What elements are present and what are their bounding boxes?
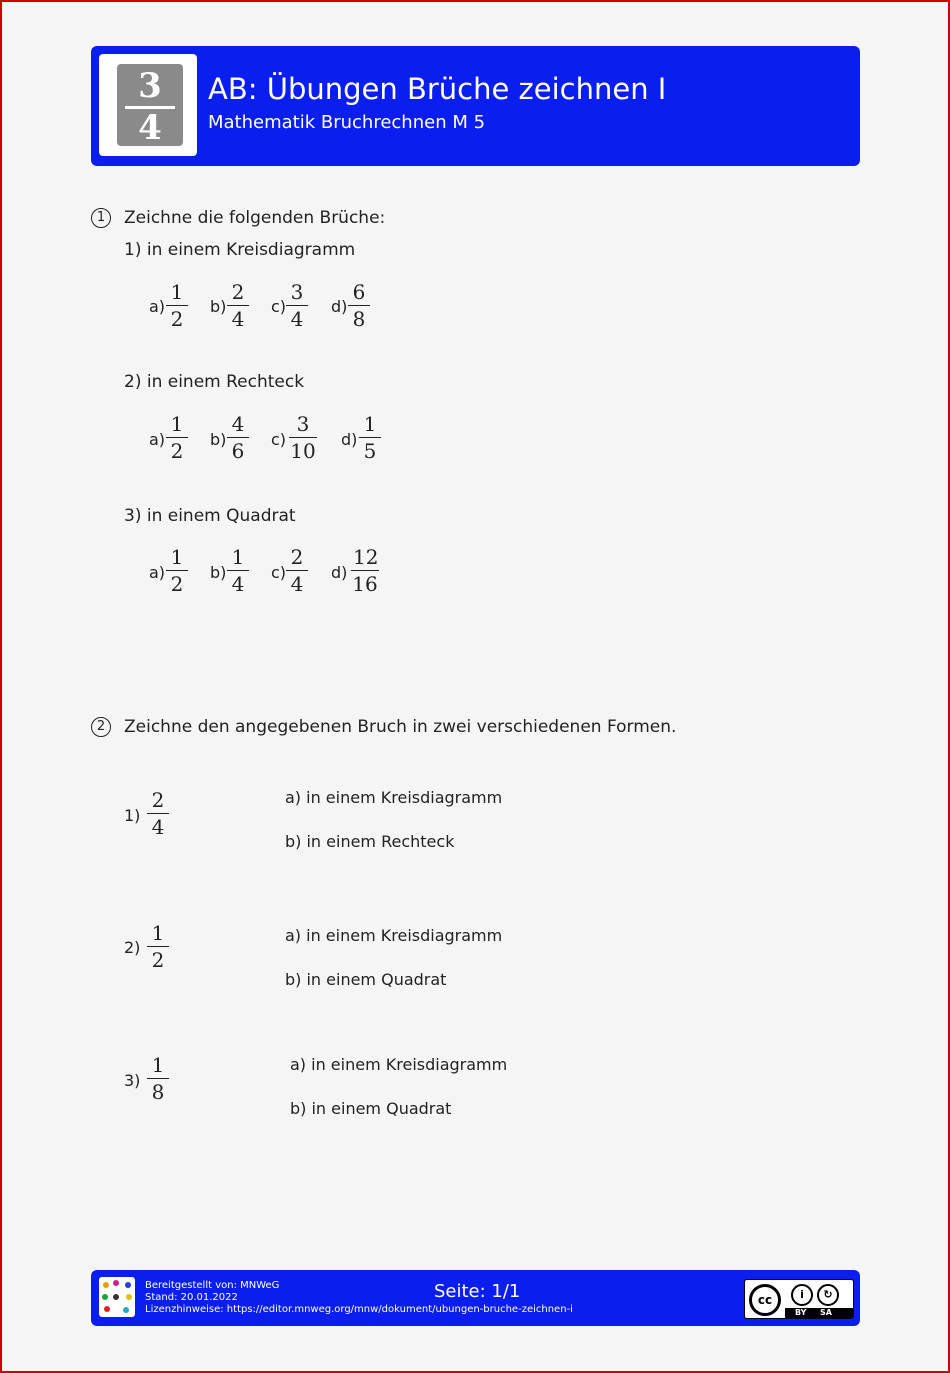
fraction: $\frac{2}{4}$ <box>147 790 169 837</box>
fraction: $\frac{2}{4}$ <box>286 547 308 594</box>
fraction: $\frac{4}{6}$ <box>227 414 249 461</box>
fraction: $\frac{6}{8}$ <box>348 282 370 329</box>
share-alike-icon: ↻ <box>817 1284 839 1306</box>
fraction: $\frac{3}{4}$ <box>286 282 308 329</box>
cc-by-label: BY <box>795 1308 807 1317</box>
fraction: $\frac{12}{16}$ <box>352 545 379 596</box>
header-banner <box>91 46 860 166</box>
task1-group-label: 3) in einem Quadrat <box>124 506 296 526</box>
item-label: 3) <box>124 1071 141 1090</box>
fraction: $\frac{1}{4}$ <box>227 547 249 594</box>
item-letter: c) <box>271 563 287 582</box>
item-letter: d) <box>341 430 358 449</box>
footer-banner <box>91 1270 860 1326</box>
fraction: $\frac{1}{2}$ <box>166 414 188 461</box>
attribution-icon: i <box>791 1284 813 1306</box>
item-letter: c) <box>271 297 287 316</box>
subtask-b: b) in einem Quadrat <box>290 1099 452 1118</box>
subtask-b: b) in einem Rechteck <box>285 832 455 851</box>
subtask-a: a) in einem Kreisdiagramm <box>290 1055 508 1074</box>
cc-icon: cc <box>749 1284 781 1316</box>
footer-license-link[interactable]: Lizenzhinweise: https://editor.mnweg.org/mnw/dokument/ubungen-bruche-zeichnen-i <box>145 1304 573 1315</box>
page-subtitle: Mathematik Bruchrechnen M 5 <box>208 112 486 133</box>
cc-by-sa-badge[interactable] <box>744 1279 854 1319</box>
footer-provided-by: Bereitgestellt von: MNWeG <box>145 1280 280 1291</box>
item-letter: b) <box>210 430 227 449</box>
page-title: AB: Übungen Brüche zeichnen I <box>208 72 667 106</box>
subtask-a: a) in einem Kreisdiagramm <box>285 926 503 945</box>
fraction: $\frac{1}{8}$ <box>147 1055 169 1102</box>
task1-instruction: Zeichne die folgenden Brüche: <box>124 208 386 228</box>
item-letter: a) <box>149 563 166 582</box>
task-number-badge: 2 <box>91 717 111 737</box>
fraction: $\frac{2}{4}$ <box>227 282 249 329</box>
item-letter: d) <box>331 563 348 582</box>
mnweg-logo-icon <box>99 1277 135 1317</box>
fraction-logo-icon <box>117 64 183 146</box>
fraction-logo <box>99 54 197 156</box>
subtask-a: a) in einem Kreisdiagramm <box>285 788 503 807</box>
item-letter: c) <box>271 430 287 449</box>
item-label: 2) <box>124 938 141 957</box>
page-number: Seite: 1/1 <box>434 1281 521 1302</box>
footer-date: Stand: 20.01.2022 <box>145 1292 238 1303</box>
item-letter: b) <box>210 297 227 316</box>
task2-instruction: Zeichne den angegebenen Bruch in zwei verschiedenen Formen. <box>124 717 677 737</box>
fraction: $\frac{1}{5}$ <box>359 414 381 461</box>
fraction: $\frac{1}{2}$ <box>147 923 169 970</box>
fraction: $\frac{1}{2}$ <box>166 282 188 329</box>
logo-numerator: 3 <box>138 66 162 106</box>
item-letter: a) <box>149 297 166 316</box>
fraction: $\frac{1}{2}$ <box>166 547 188 594</box>
task-number-badge: 1 <box>91 208 111 228</box>
cc-sa-label: SA <box>820 1308 832 1317</box>
item-letter: d) <box>331 297 348 316</box>
task1-group-label: 2) in einem Rechteck <box>124 372 305 392</box>
item-label: 1) <box>124 806 141 825</box>
logo-denominator: 4 <box>138 108 162 148</box>
item-letter: b) <box>210 563 227 582</box>
fraction: $\frac{3}{10}$ <box>290 412 316 463</box>
item-letter: a) <box>149 430 166 449</box>
subtask-b: b) in einem Quadrat <box>285 970 447 989</box>
task1-group-label: 1) in einem Kreisdiagramm <box>124 240 356 260</box>
